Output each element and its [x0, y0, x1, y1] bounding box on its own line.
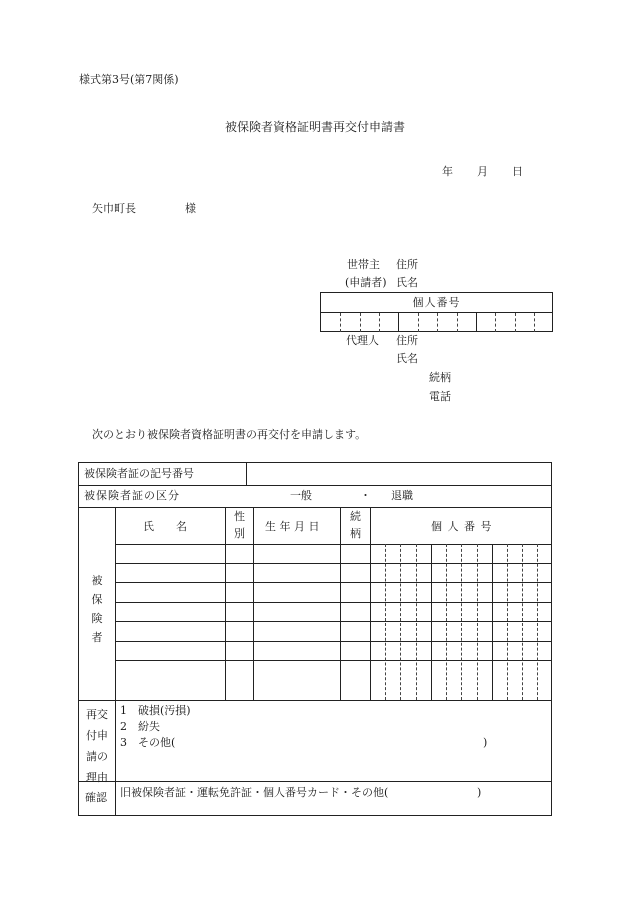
- category-retired[interactable]: 退職: [391, 489, 413, 502]
- insured-label: [87, 571, 107, 649]
- date-day: 日: [512, 165, 523, 178]
- personal-number-cells[interactable]: [321, 313, 552, 332]
- intro-text: 次のとおり被保険者資格証明書の再交付を申請します。: [92, 428, 367, 441]
- col-relationship-header-1: 続: [350, 510, 361, 523]
- applicant-personal-number-box: [320, 292, 553, 332]
- confirm-close: ): [477, 786, 482, 799]
- head-of-household-label: 世帯主: [347, 258, 380, 271]
- confirm-documents[interactable]: 旧被保険者証・運転免許証・個人番号カード・その他(: [120, 786, 389, 799]
- confirm-label: 確認: [85, 791, 107, 804]
- col-personal-number-header: 個 人 番 号: [431, 520, 493, 533]
- reason-other-close: ): [483, 736, 488, 749]
- category-general[interactable]: 一般: [290, 489, 312, 502]
- addressee-honorific: 様: [185, 202, 196, 215]
- reason-label: [81, 705, 113, 789]
- col-sex-header-2: 別: [234, 527, 245, 540]
- col-name-header: 氏 名: [143, 520, 187, 533]
- reason-label-line-3: 請の: [86, 749, 108, 763]
- relationship-label: 続柄: [429, 371, 451, 384]
- col-relationship-header-2: 柄: [350, 527, 361, 540]
- application-table: [78, 462, 552, 816]
- page-title: 被保険者資格証明書再交付申請書: [225, 120, 406, 134]
- col-sex-header-1: 性: [234, 510, 245, 523]
- symbol-number-field[interactable]: [259, 465, 545, 483]
- agent-label: 代理人: [346, 334, 379, 347]
- phone-label: 電話: [429, 390, 451, 403]
- insured-label-text: 被保険者: [91, 574, 103, 644]
- reason-lost[interactable]: 2 紛失: [120, 720, 160, 733]
- category-separator: ・: [360, 489, 371, 502]
- date-month: 月: [477, 165, 488, 178]
- category-label: 被保険者証の区分: [84, 489, 180, 502]
- symbol-number-label: 被保険者証の記号番号: [84, 467, 194, 480]
- reason-label-line-2: 付申: [86, 728, 108, 742]
- reason-label-line-4: 理由: [86, 770, 108, 784]
- reason-damaged[interactable]: 1 破損(汚損): [120, 704, 191, 717]
- applicant-role-label: (申請者): [345, 276, 387, 289]
- reason-other[interactable]: 3 その他(: [120, 736, 176, 749]
- form-number: 様式第3号(第7関係): [79, 73, 179, 86]
- personal-number-header: 個人番号: [321, 293, 552, 313]
- agent-address-label: 住所: [396, 334, 418, 347]
- reason-label-line-1: 再交: [86, 708, 108, 721]
- applicant-address-label: 住所: [396, 258, 418, 271]
- date-year: 年: [442, 165, 453, 178]
- col-birthdate-header: 生 年 月 日: [265, 520, 320, 533]
- applicant-name-label: 氏名: [396, 276, 418, 289]
- addressee-name: 矢巾町長: [92, 202, 136, 215]
- agent-name-label: 氏名: [396, 352, 418, 365]
